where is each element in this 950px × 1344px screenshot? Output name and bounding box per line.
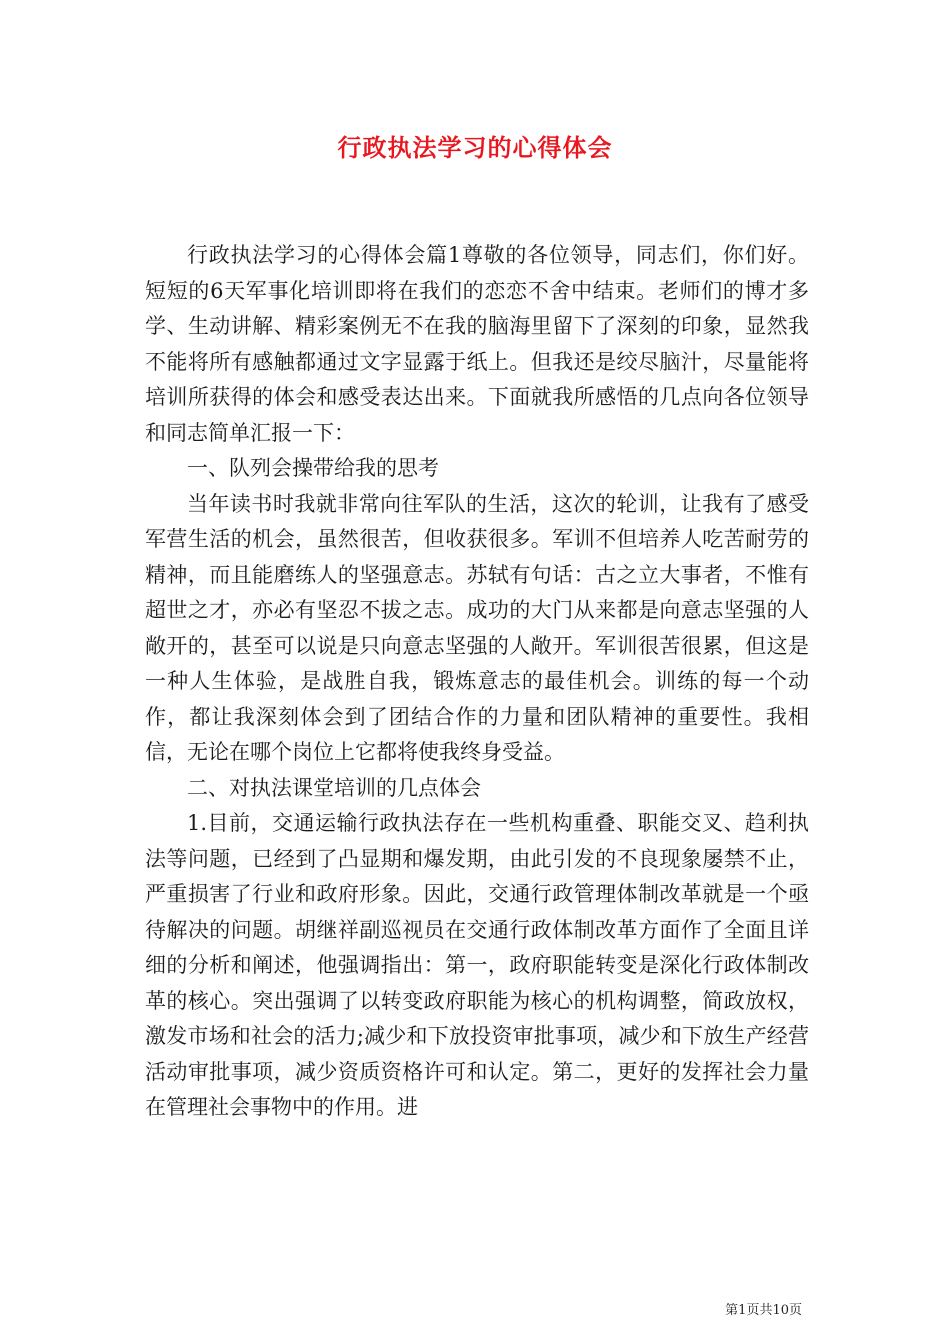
document-body (145, 238, 809, 1126)
paragraph-intro: 行政执法学习的心得体会篇1尊敬的各位领导，同志们，你们好。短短的6天军事化培训即将在我们的恋恋不舍中结束。老师们的博才多学、生动讲解、精彩案例无不在我的脑海里留下了深刻的印象，显然我不能将所有感触都通过文字显露于纸上。但我还是绞尽脑汁，尽量能将培训所获得的体会和感受表达出来。下面就我所感悟的几点向各位领导和同志简单汇报一下： (145, 243, 809, 445)
paragraph-section-1: 当年读书时我就非常向往军队的生活，这次的轮训，让我有了感受军营生活的机会，虽然很苦，但收获很多。军训不但培养人吃苦耐劳的精神，而且能磨练人的坚强意志。苏轼有句话：古之立大事者，不惟有超世之才，亦必有坚忍不拔之志。成功的大门从来都是向意志坚强的人敞开的，甚至可以说是只向意志坚强的人敞开。军训很苦很累，但这是一种人生体验，是战胜自我，锻炼意志的最佳机会。训练的每一个动作，都让我深刻体会到了团结合作的力量和团队精神的重要性。我相信，无论在哪个岗位上它都将使我终身受益。 (145, 491, 809, 764)
paragraph-section-2: 1.目前，交通运输行政执法存在一些机构重叠、职能交叉、趋利执法等问题，已经到了凸显期和爆发期，由此引发的不良现象屡禁不止，严重损害了行业和政府形象。因此，交通行政管理体制改革就是一个亟待解决的问题。胡继祥副巡视员在交通行政体制改革方面作了全面且详细的分析和阐述，他强调指出：第一，政府职能转变是深化行政体制改革的核心。突出强调了以转变政府职能为核心的机构调整，简政放权，激发市场和社会的活力;减少和下放投资审批事项，减少和下放生产经营活动审批事项，减少资质资格许可和认定。第二，更好的发挥社会力量在管理社会事物中的作用。进 (145, 811, 809, 1119)
section-heading-2: 二、对执法课堂培训的几点体会 (187, 775, 481, 800)
document-title: 行政执法学习的心得体会 (337, 133, 613, 162)
section-heading-1: 一、队列会操带给我的思考 (187, 456, 439, 480)
page-number-footer: 第1页共10页 (725, 1303, 802, 1318)
